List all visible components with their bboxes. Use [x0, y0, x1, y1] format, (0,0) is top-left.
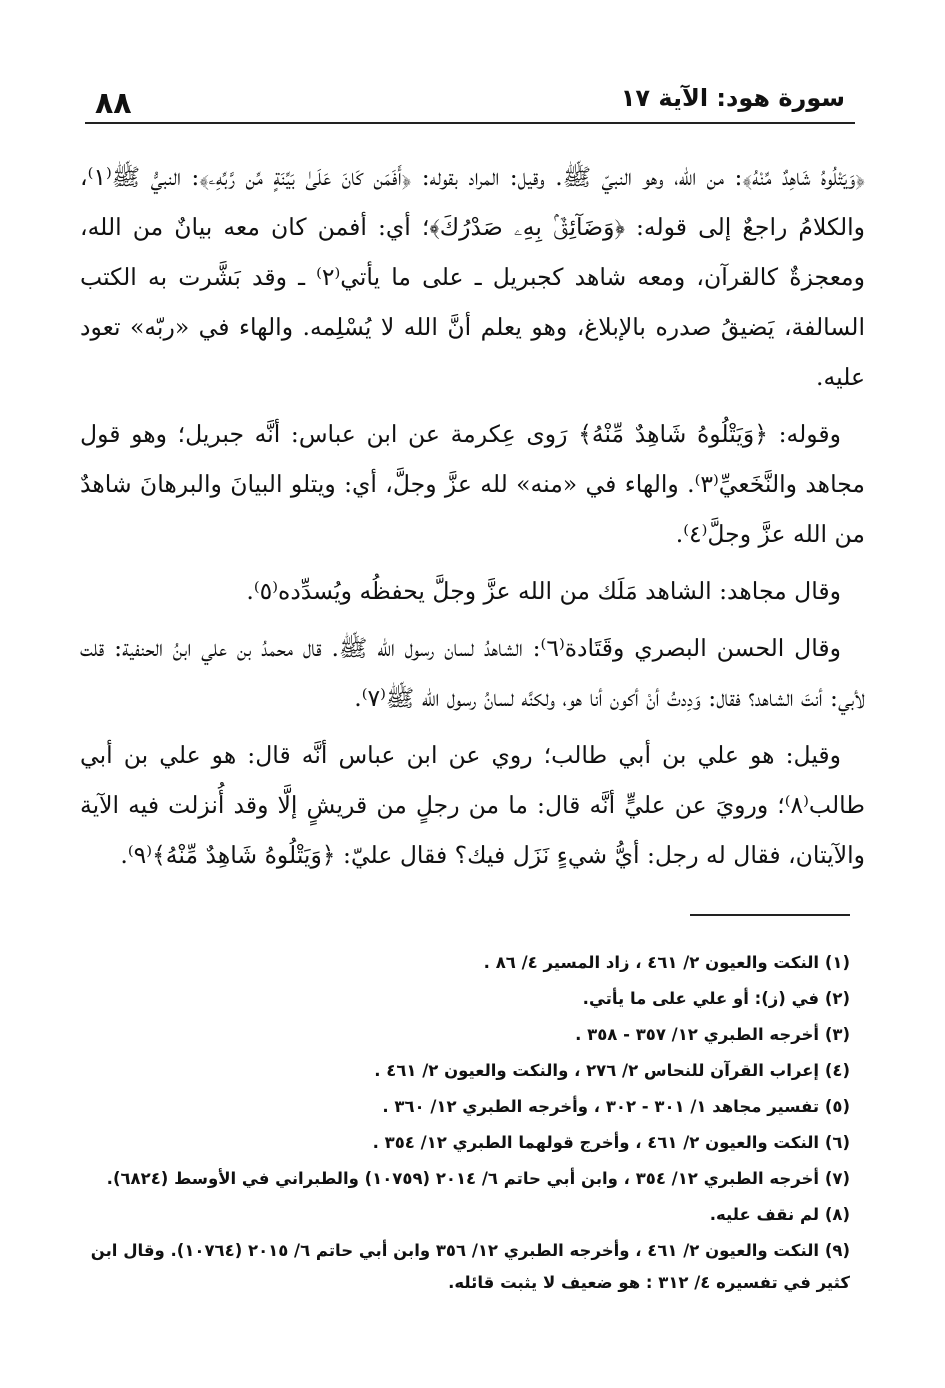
page-number: ٨٨: [95, 86, 132, 121]
paragraph: ﴿وَيَتْلُوهُ شَاهِدٌ مِّنْهُ﴾: من الله، وهو النبيّ ﷺ. وقيل: المراد بقوله: ﴿أَفَمَن كَانَ عَلَىٰ بَيِّنَةٍ مِّن رَّبِّهِۦ﴾: النبيُّ ﷺ⁽١⁾، والكلامُ راجعٌ إلى قوله: ﴿وَضَآئِقٌۢ بِهِۦ صَدْرُكَ﴾؛ أي: أفمن كان معه بيانٌ من الله، ومعجزةٌ كالقرآن، ومعه شاهد كجبريل ـ على ما يأتي⁽٢⁾ ـ وقد بَشَّرت به الكتب السالفة، يَضيقُ صدره بالإبلاغ، وهو يعلم أنَّ الله لا يُسْلِمه. والهاء في «ربّه» تعود عليه.: [80, 163, 865, 391]
footnote: (٧) أخرجه الطبري ١٢/ ٣٥٤ ، وابن أبي حاتم ٦/ ٢٠١٤ (١٠٧٥٩) والطبراني في الأوسط (٦٨٢٤).: [106, 1169, 850, 1188]
running-title: سورة هود: الآية ١٧: [620, 84, 845, 112]
page-header: [85, 78, 855, 122]
paragraph: وقيل: هو علي بن أبي طالب؛ روي عن ابن عباس أنَّه قال: هو علي بن أبي طالب⁽٨⁾؛ ورويَ عن عليٍّ أنَّه قال: ما من رجلٍ من قريشٍ إلَّا وقد أُنزلت فيه الآية والآيتان، فقال له رجل: أيُّ شيءٍ نَزَل فيك؟ فقال عليّ: ﴿وَيَتْلُوهُ شَاهِدٌ مِّنْهُ﴾⁽٩⁾.: [80, 741, 865, 869]
footnote: (١) النكت والعيون ٢/ ٤٦١ ، زاد المسير ٤/ ٨٦ .: [483, 953, 850, 972]
paragraph: وقوله: ﴿وَيَتْلُوهُ شَاهِدٌ مِّنْهُ﴾ رَوى عِكرمة عن ابن عباس: أنَّه جبريل؛ وهو قول مجاهد والنَّخَعيِّ⁽٣⁾. والهاء في «منه» لله عزَّ وجلَّ، أي: ويتلو البيانَ والبرهانَ شاهدٌ من الله عزَّ وجلَّ⁽٤⁾.: [80, 420, 865, 548]
footnote: (٢) في (ز): أو علي على ما يأتي.: [582, 989, 850, 1008]
footnotes: [60, 947, 850, 1303]
body-text: [80, 152, 865, 887]
footnote: (٣) أخرجه الطبري ١٢/ ٣٥٧ - ٣٥٨ .: [575, 1025, 850, 1044]
paragraph: وقال الحسن البصري وقَتَادة⁽٦⁾: الشاهدُ لسان رسول الله ﷺ. قال محمدُ بن علي ابنُ الحنفية: قلت لأبي: أنتَ الشاهد؟ فقال: وَدِدتُ أنْ أكون أنا هو، ولكنَّه لسانُ رسول الله ﷺ⁽٧⁾.: [80, 634, 865, 712]
footnote: (٨) لم نقف عليه.: [709, 1205, 850, 1224]
footnote-rule: [690, 914, 850, 916]
footnote: (٤) إعراب القرآن للنحاس ٢/ ٢٧٦ ، والنكت والعيون ٢/ ٤٦١ .: [374, 1061, 850, 1080]
header-rule: [85, 122, 855, 124]
paragraph: وقال مجاهد: الشاهد مَلَك من الله عزَّ وجلَّ يحفظُه ويُسدِّده⁽٥⁾.: [246, 577, 841, 605]
footnote: (٩) النكت والعيون ٢/ ٤٦١ ، وأخرجه الطبري ١٢/ ٣٥٦ وابن أبي حاتم ٦/ ٢٠١٥ (١٠٧٦٤). وقال ابن كثير في تفسيره ٤/ ٣١٢ : هو ضعيف لا يثبت قائله.: [90, 1241, 850, 1292]
footnote: (٥) تفسير مجاهد ١/ ٣٠١ - ٣٠٢ ، وأخرجه الطبري ١٢/ ٣٦٠ .: [382, 1097, 850, 1116]
footnote: (٦) النكت والعيون ٢/ ٤٦١ ، وأخرج قولهما الطبري ١٢/ ٣٥٤ .: [372, 1133, 850, 1152]
